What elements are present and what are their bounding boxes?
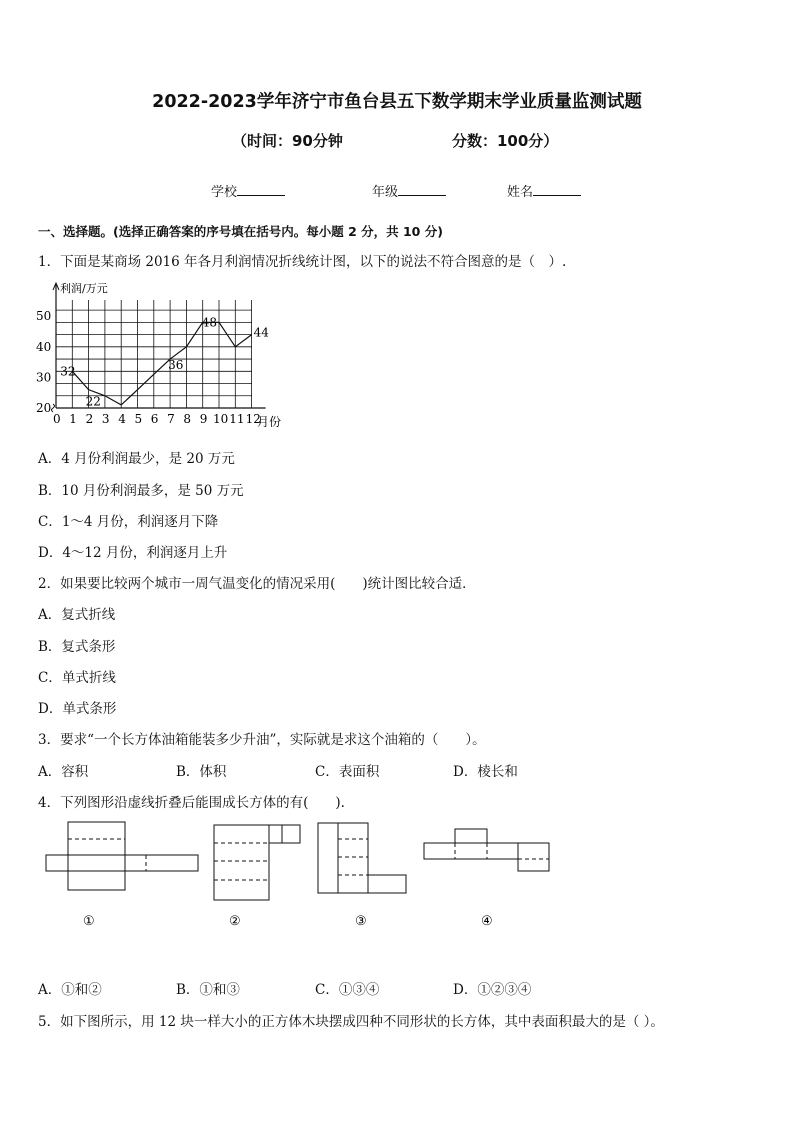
x-axis-label: 月份 bbox=[257, 415, 282, 429]
x-tick-label: 1 bbox=[69, 412, 77, 426]
figure-label-4: ④ bbox=[481, 914, 493, 929]
figure-label-2: ② bbox=[229, 914, 241, 929]
data-label: 48 bbox=[201, 315, 217, 330]
x-tick-label: 7 bbox=[167, 412, 175, 426]
y-tick-label: 20 bbox=[36, 401, 52, 415]
q2-option-d[interactable]: D．单式条形 bbox=[38, 701, 117, 717]
q1-option-c[interactable]: C．1～4 月份，利润逐月下降 bbox=[38, 514, 219, 530]
grade-field[interactable] bbox=[372, 181, 446, 200]
chart-grid bbox=[56, 300, 252, 408]
data-label: 36 bbox=[168, 358, 184, 373]
x-tick-label: 4 bbox=[118, 412, 126, 426]
y-axis-label: 利润/万元 bbox=[60, 282, 108, 295]
q4-option-a[interactable]: A．①和② bbox=[38, 982, 102, 998]
chart-axes bbox=[52, 283, 266, 412]
q4-option-d[interactable]: D．①②③④ bbox=[453, 982, 532, 998]
y-tick-label: 40 bbox=[36, 339, 52, 354]
y-tick-label: 30 bbox=[36, 370, 52, 385]
x-tick-label: 9 bbox=[199, 412, 208, 426]
y-tick-label: 50 bbox=[36, 309, 52, 324]
name-blank[interactable] bbox=[533, 183, 581, 196]
data-label: 32 bbox=[60, 364, 76, 379]
q1-option-d[interactable]: D．4～12 月份，利润逐月上升 bbox=[38, 545, 228, 561]
name-label: 姓名 bbox=[507, 185, 534, 200]
data-labels bbox=[60, 315, 269, 408]
x-tick-label: 2 bbox=[85, 412, 94, 426]
net-4 bbox=[424, 829, 549, 871]
net-2 bbox=[214, 825, 300, 900]
grade-blank[interactable] bbox=[398, 183, 446, 196]
data-label: 22 bbox=[85, 394, 101, 409]
x-tick-label: 11 bbox=[229, 412, 245, 426]
x-tick-label: 5 bbox=[134, 412, 143, 426]
question-1-stem: 1．下面是某商场 2016 年各月利润情况折线统计图，以下的说法不符合图意的是（ ）. bbox=[38, 254, 567, 270]
figure-label-3: ③ bbox=[355, 914, 367, 929]
net-3 bbox=[318, 823, 406, 893]
q2-option-a[interactable]: A．复式折线 bbox=[38, 607, 116, 623]
section-heading: 一、选择题。(选择正确答案的序号填在括号内。每小题 2 分，共 10 分) bbox=[38, 224, 443, 239]
school-blank[interactable] bbox=[237, 183, 285, 196]
school-label: 学校 bbox=[211, 185, 238, 200]
question-5-stem: 5．如下图所示，用 12 块一样大小的正方体木块摆成四种不同形状的长方体，其中表面积最大的是（ ）。 bbox=[38, 1014, 664, 1030]
q4-option-b[interactable]: B．①和③ bbox=[176, 982, 240, 998]
x-tick-label: 10 bbox=[213, 412, 229, 426]
name-field[interactable] bbox=[507, 181, 581, 200]
net-1 bbox=[46, 822, 198, 890]
question-3-stem: 3．要求“一个长方体油箱能装多少升油”，实际就是求这个油箱的（ ）。 bbox=[38, 732, 486, 748]
cuboid-nets-figure bbox=[0, 815, 794, 940]
question-2-stem: 2．如果要比较两个城市一周气温变化的情况采用( )统计图比较合适． bbox=[38, 576, 476, 592]
question-4-stem: 4．下列图形沿虚线折叠后能围成长方体的有( ). bbox=[38, 795, 345, 811]
x-tick-label: 12 bbox=[245, 412, 261, 426]
x-tick-label: 8 bbox=[183, 412, 192, 426]
exam-score: 分数：100分） bbox=[452, 132, 559, 150]
figure-label-1: ① bbox=[83, 914, 95, 929]
y-tick-labels bbox=[36, 309, 51, 415]
data-label: 44 bbox=[253, 325, 269, 340]
x-tick-label: 6 bbox=[150, 412, 159, 426]
q3-option-a[interactable]: A．容积 bbox=[38, 764, 89, 780]
axis-break-mark bbox=[52, 404, 55, 412]
x-tick-label: 0 bbox=[53, 412, 61, 426]
q1-option-b[interactable]: B．10 月份利润最多，是 50 万元 bbox=[38, 483, 244, 499]
exam-time: （时间：90分钟 bbox=[232, 132, 343, 150]
q3-option-d[interactable]: D．棱长和 bbox=[453, 764, 518, 780]
q4-option-c[interactable]: C．①③④ bbox=[315, 982, 380, 998]
profit-line-chart bbox=[30, 278, 295, 433]
grade-label: 年级 bbox=[372, 185, 399, 200]
q3-option-b[interactable]: B．体积 bbox=[176, 764, 227, 780]
q1-option-a[interactable]: A．4 月份利润最少，是 20 万元 bbox=[38, 451, 235, 467]
school-field[interactable] bbox=[211, 181, 285, 200]
q2-option-b[interactable]: B．复式条形 bbox=[38, 639, 116, 655]
x-tick-labels bbox=[53, 412, 261, 426]
q3-option-c[interactable]: C．表面积 bbox=[315, 764, 380, 780]
x-tick-label: 3 bbox=[101, 412, 110, 426]
q2-option-c[interactable]: C．单式折线 bbox=[38, 670, 116, 686]
page-title: 2022-2023学年济宁市鱼台县五下数学期末学业质量监测试题 bbox=[152, 92, 642, 112]
